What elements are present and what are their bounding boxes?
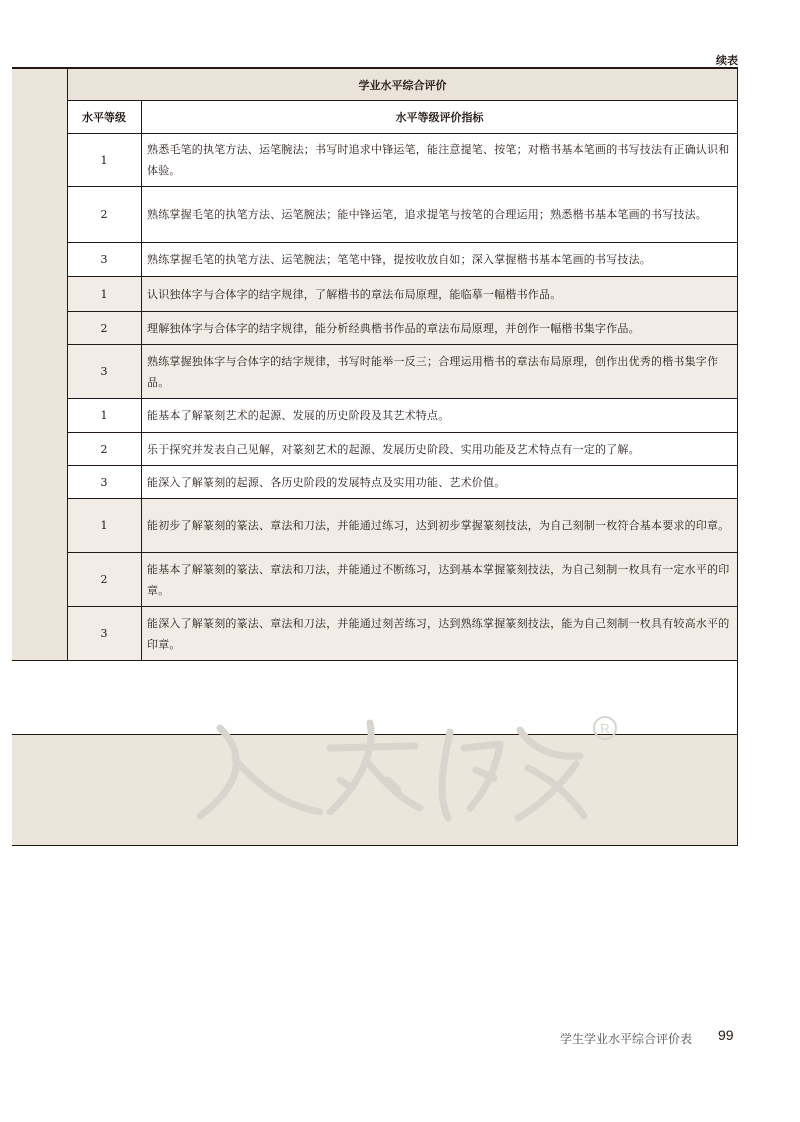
rule (67, 465, 738, 466)
table-row (67, 399, 738, 432)
level-cell: 3 (100, 475, 108, 489)
level-cell: 1 (100, 287, 108, 301)
table-row (67, 345, 738, 398)
level-cell: 1 (100, 153, 108, 167)
table-row (67, 466, 738, 498)
rule (12, 845, 738, 846)
level-cell: 3 (100, 365, 108, 378)
table-row (67, 553, 738, 606)
table-row (67, 134, 738, 186)
continued-label: 续表 (716, 54, 738, 67)
rule (67, 398, 738, 399)
rule (141, 101, 142, 661)
level-cell: 3 (100, 627, 108, 640)
rule (67, 276, 738, 277)
level-cell: 1 (100, 409, 108, 422)
indicator-cell: 能深入了解篆刻的起源、各历史阶段的发展特点及实用功能、艺术价值。 (147, 475, 506, 489)
rule (67, 344, 738, 345)
indicator-cell: 熟练掌握毛笔的执笔方法、运笔腕法；笔笔中锋，提按收放自如；深入掌握楷书基本笔画的书写技法。 (147, 253, 651, 266)
table-row (67, 312, 738, 344)
level-cell: 2 (100, 208, 108, 221)
level-cell: 2 (100, 573, 108, 586)
table-row (67, 187, 738, 242)
table-row (67, 607, 738, 660)
level-cell: 3 (100, 253, 108, 266)
rule (67, 552, 738, 553)
table-row (67, 243, 738, 276)
indicator-cell: 熟练掌握独体字与合体字的结字规律，书写时能举一反三；合理运用楷书的章法布局原理，创作出优秀的楷书集字作品。 (147, 354, 719, 389)
rule (67, 432, 738, 433)
rule (67, 242, 738, 243)
rule (67, 498, 738, 499)
column-header-indicator: 水平等级评价指标 (395, 111, 484, 124)
rule (67, 69, 68, 661)
footer-title: 学生学业水平综合评价表 (560, 1032, 693, 1046)
indicator-cell: 能基本了解篆刻艺术的起源、发展的历史阶段及其艺术特点。 (147, 409, 450, 422)
rule (67, 100, 738, 101)
indicator-cell: 能初步了解篆刻的篆法、章法和刀法，并能通过练习，达到初步掌握篆刻技法，为自己刻制一枚符合基本要求的印章。 (147, 519, 730, 532)
page-number: 99 (718, 1027, 734, 1043)
rule (67, 311, 738, 312)
indicator-cell: 熟悉毛笔的执笔方法、运笔腕法；书写时追求中锋运笔，能注意提笔、按笔；对楷书基本笔画的书写技法有正确认识和体验。 (147, 143, 730, 177)
table-row (67, 499, 738, 552)
table-row (67, 277, 738, 311)
publisher-watermark-logo (180, 708, 620, 828)
indicator-cell: 认识独体字与合体字的结字规律，了解楷书的章法布局原理，能临摹一幅楷书作品。 (147, 287, 562, 301)
level-cell: 2 (100, 442, 108, 456)
rule (67, 133, 738, 134)
table-row (67, 433, 738, 465)
rule (12, 660, 738, 661)
rule (67, 186, 738, 187)
rule (737, 69, 738, 846)
level-cell: 2 (100, 321, 108, 335)
rule (67, 606, 738, 607)
indicator-cell: 熟练掌握毛笔的执笔方法、运笔腕法；能中锋运笔，追求提笔与按笔的合理运用；熟悉楷书基本笔画的书写技法。 (147, 208, 707, 221)
indicator-cell: 能深入了解篆刻的篆法、章法和刀法，并能通过刻苦练习，达到熟练掌握篆刻技法，能为自己刻制一枚具有较高水平的印章。 (147, 616, 730, 651)
group-header: 学业水平综合评价 (358, 78, 447, 92)
indicator-cell: 能基本了解篆刻的篆法、章法和刀法，并能通过不断练习，达到基本掌握篆刻技法，为自己刻制一枚具有一定水平的印章。 (147, 562, 730, 597)
left-shaded-column (12, 69, 67, 661)
level-cell: 1 (100, 519, 108, 532)
indicator-cell: 乐于探究并发表自己见解，对篆刻艺术的起源、发展历史阶段、实用功能及艺术特点有一定的了解。 (147, 442, 640, 456)
indicator-cell: 理解独体字与合体字的结字规律，能分析经典楷书作品的章法布局原理，并创作一幅楷书集字作品。 (147, 321, 640, 335)
svg-text:R: R (600, 721, 610, 736)
column-header-level: 水平等级 (82, 111, 126, 124)
